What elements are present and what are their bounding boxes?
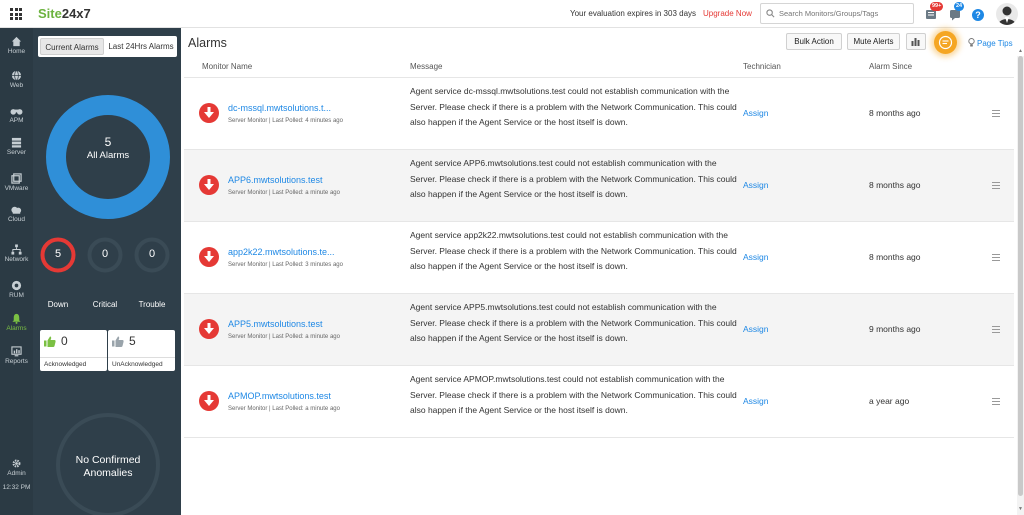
alarm-since: 8 months ago: [869, 252, 921, 262]
row-menu-icon[interactable]: [992, 182, 1000, 189]
alarm-since: 9 months ago: [869, 324, 921, 334]
all-alarms-label: All Alarms: [86, 150, 130, 161]
search-box[interactable]: [760, 3, 914, 24]
alarm-message: Agent service app2k22.mwtsolutions.test could not establish communication with the Server. Please check if there is a problem with the Network Communication. This could also happen if the Agent Service or the host itself is down.: [410, 230, 737, 271]
nav-vmware[interactable]: VMware: [0, 167, 33, 201]
page-tips-link[interactable]: Page Tips: [968, 38, 1013, 48]
notifications-icon[interactable]: [924, 3, 942, 21]
chart-view-button[interactable]: [906, 33, 926, 50]
col-alarm-since[interactable]: Alarm Since: [869, 62, 913, 71]
top-header: [0, 0, 1024, 28]
chat-icon[interactable]: [948, 3, 963, 21]
current-time: 12:32 PM: [2, 484, 31, 491]
chat-badge: 24: [956, 3, 963, 9]
monitor-meta: Server Monitor | Last Polled: 3 minutes ago: [228, 262, 343, 268]
table-row[interactable]: [184, 366, 1014, 438]
assign-link[interactable]: Assign: [743, 324, 769, 334]
summary-tabs: [38, 36, 177, 57]
nav-cloud[interactable]: Cloud: [0, 199, 33, 233]
search-icon: [766, 9, 775, 18]
rum-icon: [11, 280, 22, 291]
assign-link[interactable]: Assign: [743, 396, 769, 406]
upgrade-now-link[interactable]: Upgrade Now: [703, 9, 752, 18]
alarms-table: [184, 57, 1014, 438]
monitor-name-link[interactable]: dc-mssql.mwtsolutions.t...: [228, 103, 332, 113]
bell-icon: [11, 313, 22, 324]
down-status-icon: [199, 103, 219, 123]
monitor-meta: Server Monitor | Last Polled: a minute ago: [228, 190, 340, 196]
evaluation-text: Your evaluation expires in 303 days: [570, 9, 697, 18]
monitor-name-link[interactable]: APMOP.mwtsolutions.test: [228, 391, 331, 401]
gear-icon: [11, 458, 22, 469]
assign-link[interactable]: Assign: [743, 252, 769, 262]
monitor-meta: Server Monitor | Last Polled: a minute ago: [228, 406, 340, 412]
all-alarms-count: 5: [104, 135, 112, 149]
nav-rum[interactable]: RUM: [0, 274, 33, 308]
nav-web[interactable]: Web: [0, 64, 33, 98]
row-menu-icon[interactable]: [992, 254, 1000, 261]
table-row[interactable]: [184, 222, 1014, 294]
acknowledged-box[interactable]: [40, 330, 107, 371]
avatar[interactable]: [996, 3, 1018, 25]
alarm-message: Agent service APMOP.mwtsolutions.test could not establish communication with the Server. Please check if there is a problem with the Network Communication. This could also happen if the Agent Service or the host itself is down.: [410, 374, 737, 415]
table-row[interactable]: [184, 78, 1014, 150]
table-header: [184, 57, 1014, 78]
down-status-icon: [199, 319, 219, 339]
home-icon: [11, 36, 22, 47]
col-technician: Technician: [743, 62, 781, 71]
acknowledged-label: Acknowledged: [40, 357, 107, 368]
vmware-icon: [11, 173, 22, 184]
nav-admin[interactable]: Admin: [0, 452, 33, 486]
tab-last-24hrs-alarms[interactable]: Last 24Hrs Alarms: [108, 42, 174, 51]
nav-reports[interactable]: Reports: [0, 340, 33, 374]
alarms-main: [181, 28, 1024, 515]
alarm-since: a year ago: [869, 396, 910, 406]
alarm-message: Agent service APP6.mwtsolutions.test could not establish communication with the Server. Please check if there is a problem with the Network Communication. This could also happen if the Agent Service or the host itself is down.: [410, 158, 737, 199]
lightbulb-icon: [968, 38, 975, 47]
cloud-icon: [10, 205, 23, 215]
down-status-icon: [199, 391, 219, 411]
alarm-since: 8 months ago: [869, 180, 921, 190]
alarm-message: Agent service APP5.mwtsolutions.test could not establish communication with the Server. Please check if there is a problem with the Network Communication. This could also happen if the Agent Service or the host itself is down.: [410, 302, 737, 343]
network-icon: [11, 244, 22, 255]
monitor-meta: Server Monitor | Last Polled: a minute ago: [228, 334, 340, 340]
assign-link[interactable]: Assign: [743, 180, 769, 190]
server-icon: [11, 137, 22, 148]
site24x7-logo[interactable]: Site24x7: [38, 6, 91, 21]
bulk-action-button[interactable]: Bulk Action: [786, 33, 842, 50]
assign-link[interactable]: Assign: [743, 108, 769, 118]
unacknowledged-box[interactable]: [108, 330, 175, 371]
table-row[interactable]: [184, 294, 1014, 366]
unacknowledged-label: UnAcknowledged: [108, 357, 175, 368]
mute-alerts-button[interactable]: Mute Alerts: [847, 33, 900, 50]
col-message: Message: [410, 62, 443, 71]
row-menu-icon[interactable]: [992, 326, 1000, 333]
nav-server[interactable]: Server: [0, 131, 33, 165]
acknowledged-count: 0: [61, 334, 68, 348]
nav-network[interactable]: Network: [0, 238, 33, 272]
nav-apm[interactable]: APM: [0, 99, 33, 133]
scroll-thumb[interactable]: [1018, 56, 1023, 496]
nav-home[interactable]: Home: [0, 30, 33, 64]
left-nav: [0, 28, 33, 515]
down-status-icon: [199, 175, 219, 195]
critical-label: Critical: [92, 300, 118, 309]
scrollbar[interactable]: [1017, 56, 1024, 515]
col-monitor-name[interactable]: Monitor Name: [202, 62, 253, 71]
app-grid-icon[interactable]: [10, 8, 22, 20]
thumbs-up-icon: [44, 336, 56, 347]
down-count: 5: [54, 248, 62, 260]
nav-alarms[interactable]: Alarms: [0, 307, 33, 341]
monitor-name-link[interactable]: APP6.mwtsolutions.test: [228, 175, 323, 185]
table-row[interactable]: [184, 150, 1014, 222]
down-status-icon: [199, 247, 219, 267]
search-input[interactable]: [779, 6, 909, 21]
reports-icon: [11, 346, 22, 357]
monitor-name-link[interactable]: APP5.mwtsolutions.test: [228, 319, 323, 329]
bar-chart-icon: [911, 37, 921, 46]
notification-badge: 99+: [932, 3, 942, 9]
unacknowledged-count: 5: [129, 334, 136, 348]
page-title: Alarms: [188, 36, 227, 50]
scroll-down-arrow[interactable]: ▼: [1018, 506, 1023, 512]
critical-count: 0: [101, 248, 109, 260]
trouble-count: 0: [148, 248, 156, 260]
alarm-summary-panel: [33, 28, 181, 515]
help-icon[interactable]: ?: [972, 9, 984, 21]
alarm-since: 8 months ago: [869, 108, 921, 118]
monitor-name-link[interactable]: app2k22.mwtsolutions.te...: [228, 247, 335, 257]
thumbs-up-outline-icon: [112, 336, 124, 347]
alarm-message: Agent service dc-mssql.mwtsolutions.test could not establish communication with the Server. Please check if there is a problem with the Network Communication. This could also happen if the Agent Service or the host itself is down.: [410, 86, 737, 127]
no-anomalies-text: No Confirmed Anomalies: [75, 454, 141, 479]
trouble-label: Trouble: [138, 300, 166, 309]
down-label: Down: [47, 300, 69, 309]
monitor-meta: Server Monitor | Last Polled: 4 minutes ago: [228, 118, 343, 124]
tab-current-alarms[interactable]: Current Alarms: [40, 38, 104, 55]
row-menu-icon[interactable]: [992, 110, 1000, 117]
scroll-up-arrow[interactable]: ▲: [1018, 48, 1023, 54]
row-menu-icon[interactable]: [992, 398, 1000, 405]
globe-icon: [11, 70, 22, 81]
binoculars-icon: [10, 105, 23, 116]
ai-assistant-button[interactable]: [934, 31, 957, 54]
ai-assistant-icon: [934, 31, 957, 54]
